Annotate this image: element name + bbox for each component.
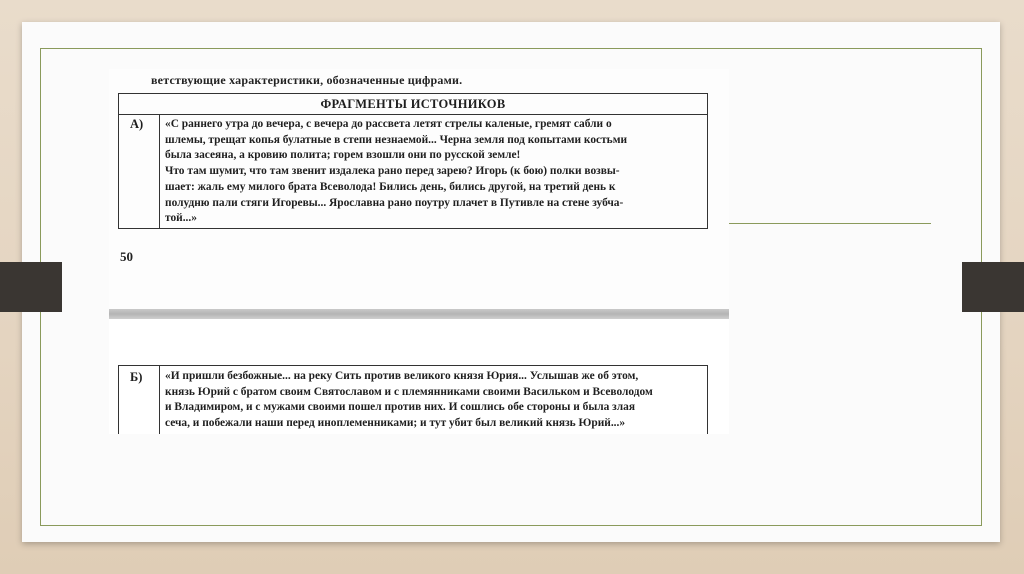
text-line: той...» [165,212,197,225]
text-line: «И пришли безбожные... на реку Сить против великого князя Юрия... Услышав же об этом, [165,370,639,382]
text-line: «С раннего утра до вечера, с вечера до рассвета летят стрелы каленые, гремят сабли о [165,118,612,130]
fragment-label-b: Б) [119,366,160,434]
text-line: князь Юрий с братом своим Святославом и с племянниками своими Васильком и Всеволодом [165,385,653,398]
text-line: и Владимиром, и с мужами своими пошел против них. И сошлись обе стороны и была злая [165,401,635,414]
header-cut-text: ветствующие характеристики, обозначенные цифрами. [151,73,463,87]
text-line: шлемы, трещат копья булатные в степи незнаемой... Черна земля под копытами костьми [165,133,628,146]
sources-table-a [118,93,708,229]
sources-table-b [118,365,708,434]
text-line: сеча, и побежали наши перед иноплеменниками; и тут убит был великий князь Юрий...» [165,417,626,430]
fragment-label-a: А) [119,115,160,229]
decorative-line [729,223,931,224]
page-number: 50 [120,249,133,264]
text-line: Что там шумит, что там звенит издалека рано перед зарею? Игорь (к бою) полки возвы- [165,165,620,178]
text-line: полудню пали стяги Игоревы... Ярославна рано поутру плачет в Путивле на стене зубча- [165,196,624,209]
scanned-page [109,69,729,434]
table-heading: ФРАГМЕНТЫ ИСТОЧНИКОВ [119,94,707,115]
text-line: шает: жаль ему милого брата Всеволода! Бились день, бились другой, на третий день к [165,180,616,193]
fragment-row-a [119,115,707,229]
slide [22,22,1000,542]
fragment-text-b [160,366,707,434]
text-line: была засеяна, а кровию полита; горем взошли они по русской земле! [165,149,521,162]
fragment-text-a [160,115,707,229]
left-clip-tab [0,262,62,312]
right-clip-tab [962,262,1024,312]
page-separator [109,309,729,319]
page-top [109,69,729,309]
